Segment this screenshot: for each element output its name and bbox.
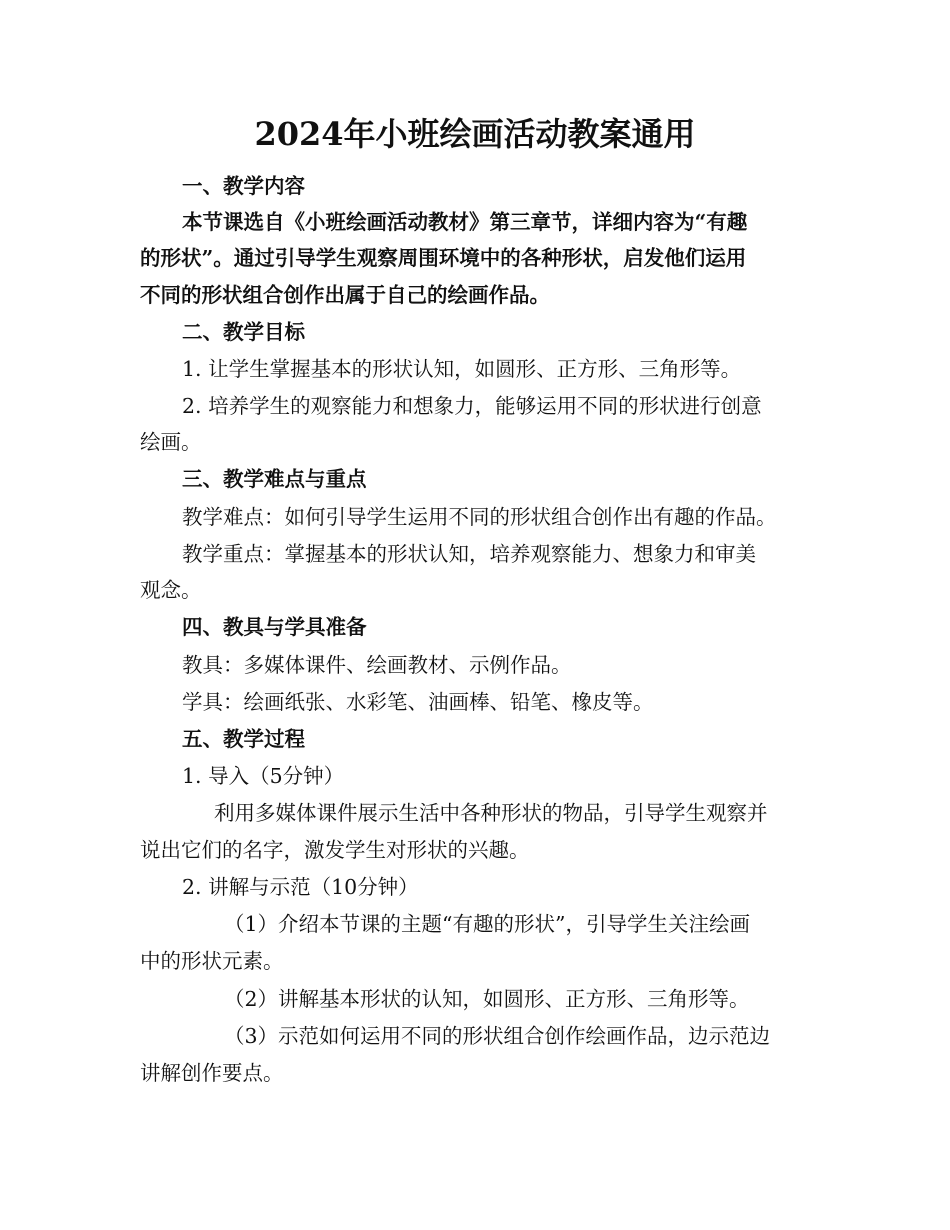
paragraph-line: （1）介绍本节课的主题“有趣的形状”，引导学生关注绘画 [224,912,751,936]
paragraph-line: 不同的形状组合创作出属于自己的绘画作品。 [140,283,550,307]
list-item: 1. 导入（5分钟） [182,764,345,788]
section-heading-content: 一、教学内容 [182,174,305,198]
paragraph-line: 中的形状元素。 [140,949,284,973]
document-title: 2024年小班绘画活动教案通用 [254,115,696,153]
list-item: 2. 讲解与示范（10分钟） [182,875,419,899]
paragraph-line: （2）讲解基本形状的认知，如圆形、正方形、三角形等。 [224,987,750,1011]
paragraph-line: 学具：绘画纸张、水彩笔、油画棒、铅笔、橡皮等。 [182,690,654,714]
paragraph-line: 本节课选自《小班绘画活动教材》第三章节，详细内容为“有趣 [182,210,748,234]
paragraph-line: 教学难点：如何引导学生运用不同的形状组合创作出有趣的作品。 [182,505,777,529]
paragraph-line: 教具：多媒体课件、绘画教材、示例作品。 [182,653,572,677]
paragraph-line: 讲解创作要点。 [140,1061,284,1085]
paragraph-line: 绘画。 [140,430,202,454]
paragraph-line: （3）示范如何运用不同的形状组合创作绘画作品，边示范边 [224,1024,771,1048]
paragraph-line: 观念。 [140,578,202,602]
paragraph-line: 的形状”。通过引导学生观察周围环境中的各种形状，启发他们运用 [140,246,747,270]
list-item: 2. 培养学生的观察能力和想象力，能够运用不同的形状进行创意 [182,394,762,418]
paragraph-line: 说出它们的名字，激发学生对形状的兴趣。 [140,838,530,862]
section-heading-difficulties: 三、教学难点与重点 [182,467,367,491]
paragraph-line: 利用多媒体课件展示生活中各种形状的物品，引导学生观察并 [214,801,768,825]
section-heading-materials: 四、教具与学具准备 [182,615,367,639]
list-item: 1. 让学生掌握基本的形状认知，如圆形、正方形、三角形等。 [182,357,742,381]
section-heading-objectives: 二、教学目标 [182,320,305,344]
section-heading-process: 五、教学过程 [182,727,305,751]
paragraph-line: 教学重点：掌握基本的形状认知，培养观察能力、想象力和审美 [182,542,756,566]
